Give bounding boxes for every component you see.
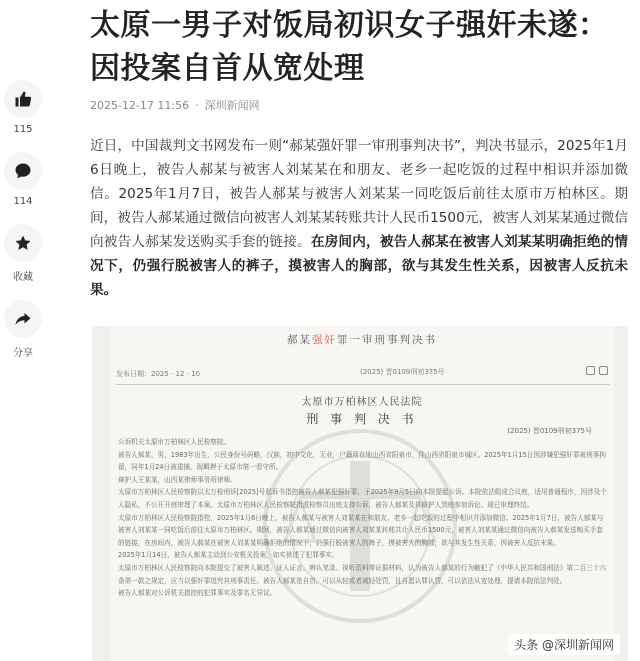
source-link[interactable]: 深圳新闻网 xyxy=(204,99,260,112)
star-icon[interactable] xyxy=(4,224,42,262)
paragraph-text: 近日，中国裁判文书网发布一则“郝某强奸罪一审刑事判决书”，判决书显示，2025年1月6日晚上，被告人郝某与被害人刘某某在和朋友、老乡一起吃饭的过程中相识并添加微信。2025年1月7日，被告人郝某与被害人刘某某一同吃饭后前往太原市万柏林区。期间，被告人郝某通过微信向被害人刘某某转账共计人民币1500元，被害人刘某某通过微信向被告人郝某发送购买手套的链接。 xyxy=(90,138,628,250)
share-action[interactable] xyxy=(0,300,46,359)
action-rail xyxy=(0,80,46,376)
doc-paragraph: 太原市万柏林区人民检察院指控，2025年1月6日晚上，被告人郝某与被害人刘某某在和朋友、老乡一起吃饭的过程中相识并添加微信。2025年1月7日，被告人郝某与被害人刘某某一同吃饭后前往太原市万柏林区。期间，被告人郝某通过微信向被害人刘某某转账共计人民币1500元，被害人刘某某通过微信向被告人郝某发送购买手套的链接，在房间内，被告人郝某在被害人刘某某明确拒绝的情况下，仍强行脱被害人的裤子，摸被害人的胸部，欲与其发生性关系，因被害人反抗未果。 xyxy=(118,513,604,547)
like-count: 115 xyxy=(13,124,33,135)
thumbs-up-icon[interactable] xyxy=(4,80,42,118)
article-title: 太原一男子对饭局初识女子强奸未遂：因投案自首从宽处理 xyxy=(90,8,609,86)
like-action[interactable] xyxy=(0,80,46,135)
document-type: 刑 事 判 决 书 xyxy=(306,412,418,426)
download-icon[interactable] xyxy=(599,366,608,375)
document-text xyxy=(118,436,608,600)
article-meta xyxy=(90,97,266,113)
doc-paragraph: 太原市万柏林区人民检察院向本院提交了被害人陈述、证人证言、辨认笔录、视听资料等证据材料，认为被告人郝某的行为触犯了《中华人民共和国刑法》第二百三十六条第一款之规定，应当以强奸罪追究其刑事责任。被告人郝某是自首，可以从轻或者减轻处罚，且自愿认罪认罚，可以依法从宽处理，提请本院依法判处。 xyxy=(118,563,606,585)
highlighted-keyword: 强奸 xyxy=(312,334,337,346)
doc-paragraph: 被告人郝某对公诉机关指控的犯罪事实及罪名无异议。 xyxy=(118,589,277,598)
case-number: (2025) 晋0109刑初375号 xyxy=(507,427,592,435)
share-arrow-icon[interactable] xyxy=(4,300,42,338)
publish-time: 2025-12-17 11:56 xyxy=(90,99,190,112)
comment-count: 114 xyxy=(13,196,33,207)
collect-action[interactable] xyxy=(0,224,46,283)
share-label: 分享 xyxy=(13,348,33,359)
collect-label: 收藏 xyxy=(13,272,33,283)
judgment-document-image[interactable] xyxy=(92,326,628,661)
image-watermark-label: 头条 @深圳新闻网 xyxy=(508,634,620,655)
document-divider xyxy=(116,384,610,385)
comment-action[interactable] xyxy=(0,152,46,207)
document-case-number-top: (2025) 晋0109刑初375号 xyxy=(360,368,445,376)
print-icon[interactable] xyxy=(586,366,595,375)
doc-paragraph: 公诉机关太原市万柏林区人民检察院。 xyxy=(118,438,231,446)
article-paragraph xyxy=(90,134,628,302)
meta-separator: · xyxy=(195,99,199,112)
document-publish-date: 发布日期：2025 · 12 · 10 xyxy=(116,370,200,378)
document-page xyxy=(110,326,614,661)
court-name: 太原市万柏林区人民法院 xyxy=(301,397,423,408)
doc-paragraph: 太原市万柏林区人民检察院以太万检刑诉[2025]号起诉书指控被告人郝某犯强奸罪，于2025年9月5日向本院提起公诉。本院依法组成合议庭，适用普通程序，因涉及个人隐私，不公开开庭审理了本案。太原市万柏林区人民检察院指派检察员出庭支持公诉，被告人郝某及其辩护人到庭参加诉讼。现已审理终结。 xyxy=(118,488,607,509)
document-header: 郝某强奸罪一审刑事判决书 xyxy=(287,334,437,346)
document-toolbar xyxy=(586,366,608,375)
paragraph-bold-text: 在房间内，被告人郝某在被害人刘某某明确拒绝的情况下，仍强行脱被害人的裤子，摸被害人的胸部，欲与其发生性关系，因被害人反抗未果。 xyxy=(90,234,629,298)
doc-paragraph: 辩护人王某某，山西某律师事务所律师。 xyxy=(118,475,237,484)
doc-paragraph: 被告人郝某，男，1983年出生，公民身份号码略，汉族，初中文化，无业，户籍所在地山西省阳泉市，住山西省阳泉市城区。2025年1月15日因涉嫌犯强奸罪被刑事拘留，同年1月24日被逮捕，现羁押于太原市第一看守所。 xyxy=(118,450,606,472)
comment-bubble-icon[interactable] xyxy=(4,152,42,190)
doc-paragraph: 2025年1月14日，被告人郝某主动到公安机关投案，如实供述了犯罪事实。 xyxy=(118,551,339,560)
